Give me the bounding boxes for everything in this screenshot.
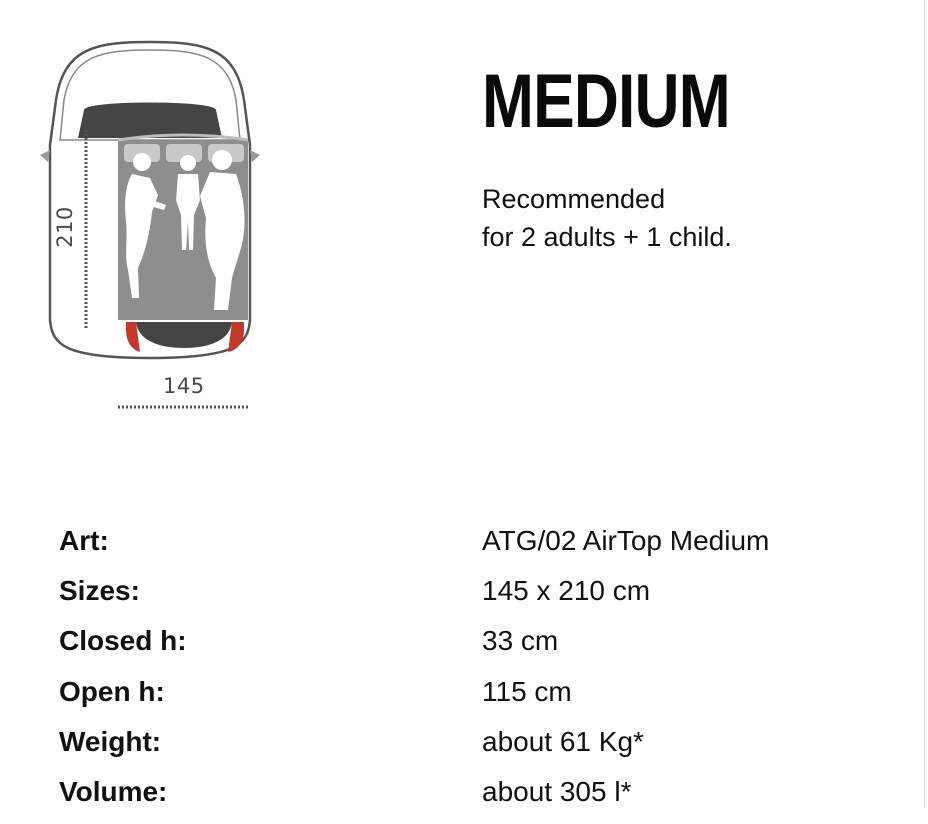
car-mirror-right [250, 150, 260, 162]
spec-value: 145 x 210 cm [482, 575, 651, 607]
car-mirror-left [40, 150, 50, 162]
width-dimension-label: 145 [163, 374, 205, 398]
specifications-table [59, 516, 879, 817]
spec-row-closed-height [59, 616, 879, 666]
spec-label: Closed h: [59, 625, 187, 657]
spec-row-volume [59, 767, 879, 817]
spec-value: about 61 Kg* [482, 725, 644, 757]
spec-label: Weight: [59, 725, 162, 757]
spec-label: Open h: [59, 675, 165, 707]
spec-label: Sizes: [59, 575, 140, 607]
product-title: MEDIUM [482, 59, 730, 144]
spec-row-open-height [59, 667, 879, 717]
spec-row-art [59, 516, 879, 566]
spec-row-sizes [59, 566, 879, 616]
spec-label: Art: [59, 525, 109, 557]
spec-value: 33 cm [482, 625, 559, 657]
recommendation-text [482, 180, 732, 256]
spec-value: ATG/02 AirTop Medium [482, 525, 770, 557]
recommendation-line-2: for 2 adults + 1 child. [482, 222, 732, 252]
length-dimension-label: 210 [53, 206, 77, 248]
page-right-border [924, 0, 925, 808]
spec-label: Volume: [59, 776, 168, 808]
spec-value: about 305 l* [482, 776, 632, 808]
car-top-view-illustration [0, 0, 300, 430]
spec-value: 115 cm [482, 675, 572, 707]
spec-row-weight [59, 717, 879, 767]
car-windshield [78, 103, 222, 139]
recommendation-line-1: Recommended [482, 184, 666, 214]
